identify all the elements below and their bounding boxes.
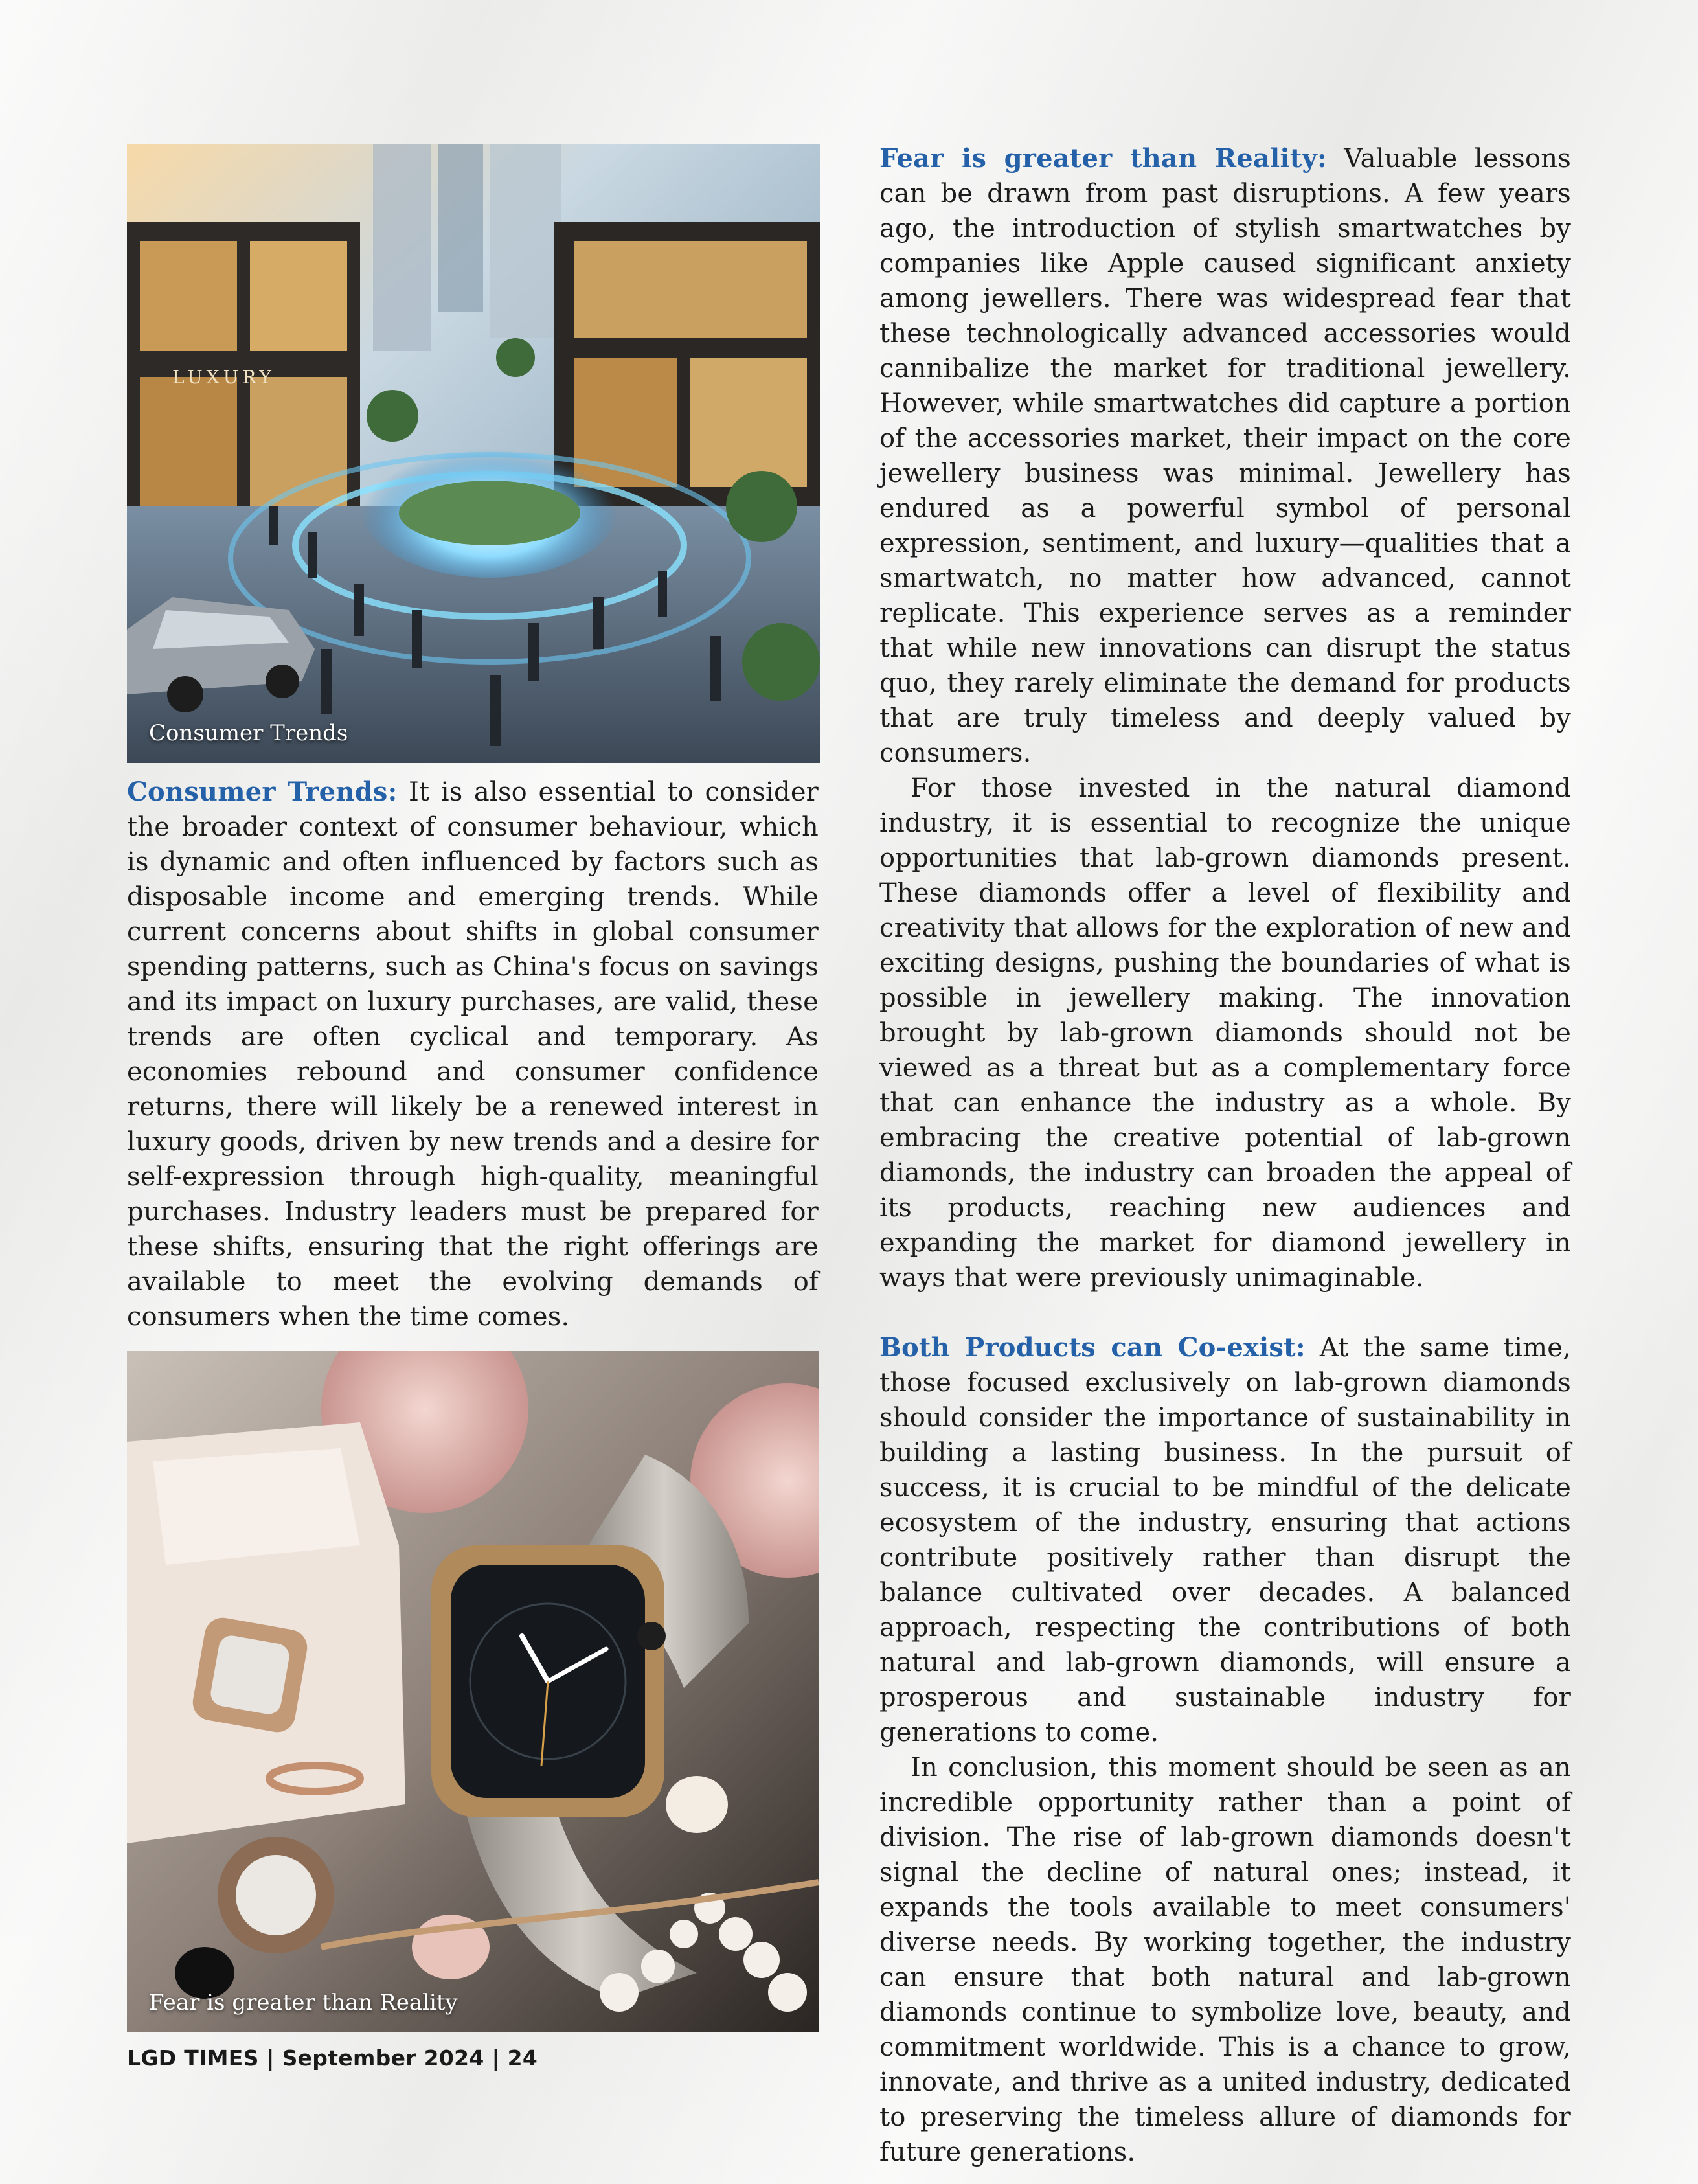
fear-reality-image	[127, 1351, 819, 2032]
consumer-trends-image	[127, 144, 820, 763]
mall-illustration	[127, 144, 820, 763]
consumer-trends-caption: Consumer Trends	[149, 720, 348, 746]
consumer-trends-heading: Consumer Trends:	[127, 777, 398, 807]
fear-reality-heading: Fear is greater than Reality:	[879, 143, 1327, 174]
natural-diamond-paragraph: For those invested in the natural diamond industry, it is essential to recognize the unique opportunities that lab-grown diamonds present. These diamonds offer a level of flexibility and creativity that allows for the exploration of new and exciting designs, pushing the boundaries of what is possible in jewellery making. The innovation brought by lab-grown diamonds should not be viewed as a threat but as a complementary force that can enhance the industry as a whole. By embracing the creative potential of lab-grown diamonds, the industry can broaden the appeal of its products, reaching new audiences and expanding the market for diamond jewellery in ways that were previously unimaginable.	[879, 773, 1571, 1293]
coexist-paragraph	[879, 1330, 1571, 1750]
left-column	[127, 144, 819, 2032]
consumer-trends-paragraph	[127, 775, 819, 1334]
coexist-text: At the same time, those focused exclusively on lab-grown diamonds should consider the importance of sustainability in building a lasting business. In the pursuit of success, it is crucial to be mindful of the delicate ecosystem of the industry, ensuring that actions contribute positively rather than disrupt the balance cultivated over decades. A balanced approach, respecting the contributions of both natural and lab-grown diamonds, will ensure a prosperous and sustainable industry for generations to come.	[879, 1333, 1571, 1747]
luxury-sign: LUXURY	[172, 367, 275, 388]
fear-reality-text: Valuable lessons can be drawn from past disruptions. A few years ago, the introduction of stylish smartwatches by companies like Apple caused significant anxiety among jewellers. There was widespread fear that these technologically advanced accessories would cannibalize the market for traditional jewellery. However, while smartwatches did capture a portion of the accessories market, their impact on the core jewellery business was minimal. Jewellery has endured as a powerful symbol of personal expression, sentiment, and luxury—qualities that a smartwatch, no matter how advanced, cannot replicate. This experience serves as a reminder that while new innovations can disrupt the status quo, they rarely eliminate the demand for products that are truly timeless and deeply valued by consumers.	[879, 144, 1571, 768]
coexist-heading: Both Products can Co-exist:	[879, 1332, 1306, 1363]
right-column	[879, 141, 1571, 2170]
page-footer: LGD TIMES | September 2024 | 24	[127, 2045, 538, 2071]
fear-reality-paragraph	[879, 141, 1571, 771]
fear-reality-caption: Fear is greater than Reality	[149, 1990, 458, 2016]
conclusion-paragraph: In conclusion, this moment should be seen as an incredible opportunity rather than a point of division. The rise of lab-grown diamonds doesn't signal the decline of natural ones; instead, it expands the tools available to meet consumers' diverse needs. By working together, the industry can ensure that both natural and lab-grown diamonds continue to symbolize love, beauty, and commitment worldwide. This is a chance to grow, innovate, and thrive as a united industry, dedicated to preserving the timeless allure of diamonds for future generations.	[879, 1753, 1571, 2167]
smartwatch-jewellery-illustration	[127, 1351, 819, 2032]
consumer-trends-text: It is also essential to consider the broader context of consumer behaviour, which is dynamic and often influenced by factors such as disposable income and emerging trends. While current concerns about shifts in global consumer spending patterns, such as China's focus on savings and its impact on luxury purchases, are valid, these trends are often cyclical and temporary. As economies rebound and consumer confidence returns, there will likely be a renewed interest in luxury goods, driven by new trends and a desire for self-expression through high-quality, meaningful purchases. Industry leaders must be prepared for these shifts, ensuring that the right offerings are available to meet the evolving demands of consumers when the time comes.	[127, 777, 819, 1332]
